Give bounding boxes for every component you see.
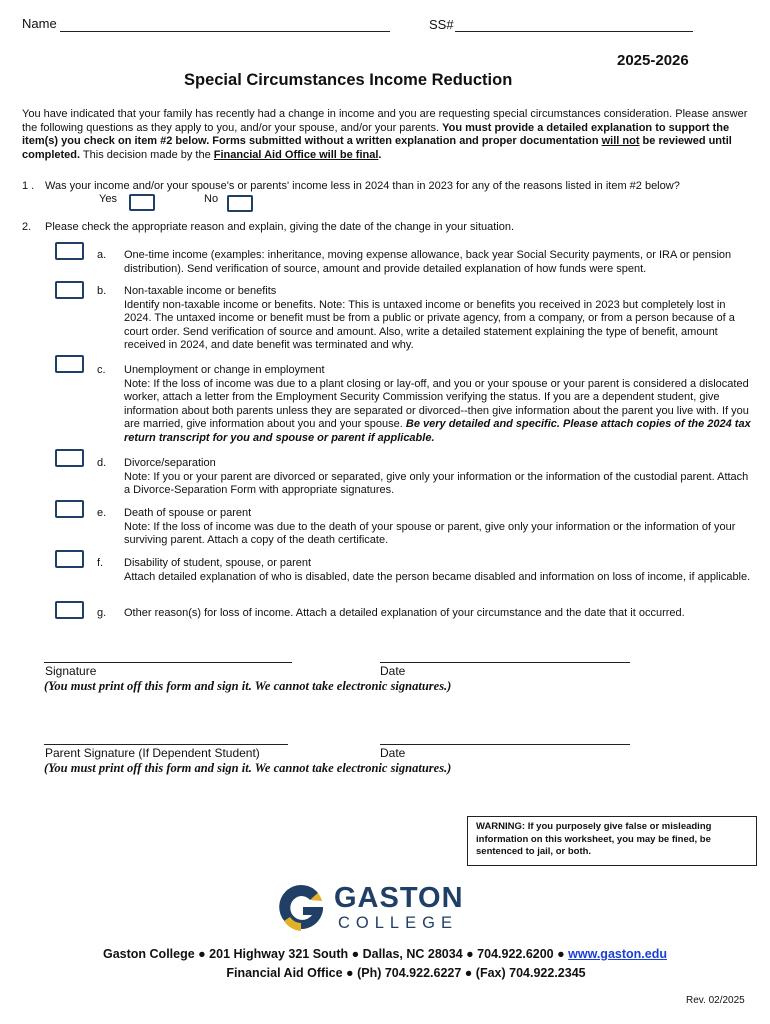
parent-signature-label: Parent Signature (If Dependent Student) — [45, 746, 260, 760]
item-e-checkbox[interactable] — [55, 500, 84, 518]
name-label: Name — [22, 16, 57, 31]
item-c-block — [124, 364, 754, 446]
item-b-block — [124, 285, 754, 353]
item-f-block — [124, 557, 754, 584]
item-a-letter: a. — [97, 249, 107, 261]
signature-notice: (You must print off this form and sign it. We cannot take electronic signatures.) — [44, 679, 452, 693]
page-title: Special Circumstances Income Reduction — [184, 71, 513, 89]
gaston-college-logo — [278, 883, 468, 935]
ss-field[interactable] — [455, 31, 693, 32]
item-e-letter: e. — [97, 507, 107, 519]
item-b-checkbox[interactable] — [55, 281, 84, 299]
ss-label: SS# — [429, 17, 454, 32]
signature-line[interactable] — [44, 662, 292, 663]
intro-end: . — [378, 148, 382, 161]
q1-yes-checkbox[interactable] — [129, 194, 155, 211]
item-f-title: Disability of student, spouse, or parent — [124, 557, 312, 569]
intro-text: You have indicated that your family has recently had a change in income and you are requesting special circumstances consideration. Please answer the following questions as they apply to you, and/or your spouse, and/or your parents. — [22, 108, 748, 134]
q2-text: Please check the appropriate reason and explain, giving the date of the change in your situation. — [45, 221, 515, 233]
parent-signature-notice: (You must print off this form and sign it. We cannot take electronic signatures.) — [44, 761, 452, 775]
item-a-text: One-time income (examples: inheritance, moving expense allowance, back year Social Security payments, or IRA or pension distribution). Send verification of source, amount and provide detailed explanation of how funds were spent. — [124, 249, 732, 275]
gaston-g-icon — [278, 883, 324, 933]
warning-text: WARNING: If you purposely give false or misleading information on this worksheet, you may be fined, be sentenced to jail, or both. — [476, 821, 712, 857]
item-d-checkbox[interactable] — [55, 449, 84, 467]
q1-text: Was your income and/or your spouse's or parents' income less in 2024 than in 2023 for any of the reasons listed in item #2 below? — [45, 180, 680, 192]
item-f-text: Attach detailed explanation of who is disabled, date the person became disabled and information on loss of income, if applicable. — [124, 570, 751, 583]
item-b-text: Identify non-taxable income or benefits. Note: This is untaxed income or benefits you received in 2023 but completely lost in 2024. The untaxed income or benefit must be from a public or private agency, from a company, or from a person because of a court order. Send verification of source and amount. Also, write a detailed statement explaining the type of benefit, amount received in 2024, and date benefit was terminated and why. — [124, 298, 735, 352]
signature-label: Signature — [45, 664, 97, 678]
item-c-text: Note: If the loss of income was due to a plant closing or lay-off, and you or your spouse or your parent is considered a dislocated worker, attach a letter from the Employment Security Commission verifying the status. If you are a dependent student, give information about both parents unless they are separated or divorced--then give information about the parent you live with. If you are married, give information about you and your spouse. — [124, 377, 749, 431]
footer-website-link[interactable]: www.gaston.edu — [568, 947, 667, 961]
item-c-body — [124, 378, 754, 446]
q1-no-checkbox[interactable] — [227, 195, 253, 212]
q1-number: 1 . — [22, 180, 35, 192]
intro-bold-text: You must provide a detailed explanation to support the item(s) you check on item #2 below. Forms submitted without a written explanation and proper documentation — [22, 121, 730, 148]
item-g-checkbox[interactable] — [55, 601, 84, 619]
item-a-checkbox[interactable] — [55, 242, 84, 260]
intro-will-not: will not — [601, 135, 640, 148]
item-b-title: Non-taxable income or benefits — [124, 285, 277, 297]
item-g-letter: g. — [97, 607, 107, 619]
intro-bold-text-2: be reviewed until completed. — [22, 135, 732, 161]
item-c-checkbox[interactable] — [55, 355, 84, 373]
name-field[interactable] — [60, 31, 390, 32]
parent-date-label: Date — [380, 746, 406, 760]
parent-signature-line[interactable] — [44, 744, 288, 745]
item-b-letter: b. — [97, 285, 107, 297]
item-e-block — [124, 507, 754, 548]
date-line[interactable] — [380, 662, 630, 663]
item-d-title: Divorce/separation — [124, 457, 216, 469]
footer-address — [0, 947, 770, 961]
item-d-block — [124, 457, 754, 498]
item-g-text: Other reason(s) for loss of income. Attach a detailed explanation of your circumstance and the date that it occurred. — [124, 607, 685, 619]
intro-final: Financial Aid Office will be final — [213, 148, 379, 161]
item-c-title: Unemployment or change in employment — [124, 364, 325, 376]
warning-box — [467, 816, 757, 866]
logo-college-text: COLLEGE — [338, 914, 458, 932]
year-label: 2025-2026 — [617, 52, 689, 69]
footer-office: Financial Aid Office ● (Ph) 704.922.6227 ● (Fax) 704.922.2345 — [226, 966, 586, 980]
q2-number: 2. — [22, 221, 32, 233]
logo-gaston-text: GASTON — [334, 882, 464, 914]
parent-date-line[interactable] — [380, 744, 630, 745]
item-c-bold: Be very detailed and specific. Please attach copies of the 2024 tax return transcript for you and spouse or parent if applicable. — [124, 418, 751, 444]
intro-tail: This decision made by the — [80, 148, 214, 161]
item-f-checkbox[interactable] — [55, 550, 84, 568]
footer-address-text: Gaston College ● 201 Highway 321 South ● Dallas, NC 28034 ● 704.922.6200 ● — [103, 947, 569, 961]
q1-no-label: No — [204, 193, 219, 205]
revision-label: Rev. 02/2025 — [686, 995, 745, 1006]
item-e-text: Note: If the loss of income was due to the death of your spouse or parent, give only your information or the information of your surviving parent. Attach a copy of the death certificate. — [124, 520, 736, 547]
q1-yes-label: Yes — [99, 193, 117, 205]
item-e-title: Death of spouse or parent — [124, 507, 252, 519]
date-label: Date — [380, 664, 406, 678]
item-f-letter: f. — [97, 557, 104, 569]
item-d-text: Note: If you or your parent are divorced or separated, give only your information or the information of the custodial parent. Attach a Divorce-Separation Form with appropriate signatures. — [124, 470, 749, 497]
item-d-letter: d. — [97, 457, 107, 469]
intro-paragraph — [22, 108, 750, 162]
item-c-letter: c. — [97, 364, 106, 376]
